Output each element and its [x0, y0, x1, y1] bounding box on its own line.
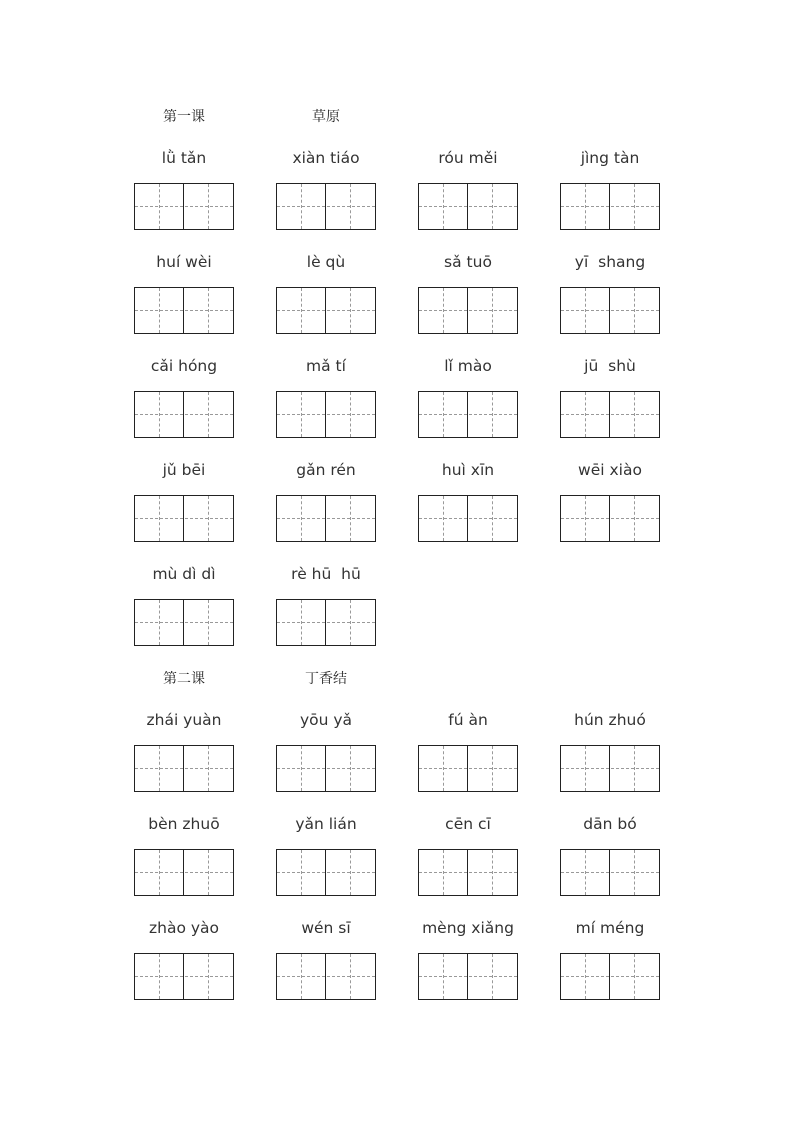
- grid-guide-line: [183, 184, 184, 229]
- word-item: [134, 250, 234, 342]
- word-item: [560, 354, 660, 446]
- writing-grid-box[interactable]: [418, 849, 518, 896]
- pinyin-label: yǎn lián: [295, 815, 357, 833]
- grid-guide-line: [135, 976, 233, 977]
- grid-guide-line: [609, 850, 610, 895]
- word-item: [276, 146, 376, 238]
- word-item: [134, 354, 234, 446]
- writing-grid-box[interactable]: [560, 391, 660, 438]
- word-row: [0, 916, 793, 1008]
- pinyin-label: bèn zhuō: [148, 815, 220, 833]
- grid-guide-line: [277, 872, 375, 873]
- grid-guide-line: [325, 850, 326, 895]
- writing-grid-box[interactable]: [276, 849, 376, 896]
- writing-grid-box[interactable]: [276, 391, 376, 438]
- grid-guide-line: [609, 746, 610, 791]
- grid-guide-line: [277, 768, 375, 769]
- grid-guide-line: [561, 768, 659, 769]
- grid-guide-line: [467, 288, 468, 333]
- grid-guide-line: [135, 622, 233, 623]
- pinyin-label: mù dì dì: [152, 565, 216, 583]
- pinyin-label: jǔ bēi: [162, 461, 206, 479]
- grid-guide-line: [561, 518, 659, 519]
- word-item: [418, 916, 518, 1008]
- pinyin-label: wēi xiào: [578, 461, 642, 479]
- word-item: [134, 708, 234, 800]
- word-item: [418, 354, 518, 446]
- word-row: [0, 562, 793, 654]
- pinyin-label: róu měi: [438, 149, 498, 167]
- writing-grid-box[interactable]: [560, 849, 660, 896]
- grid-guide-line: [183, 746, 184, 791]
- pinyin-label: wén sī: [301, 919, 351, 937]
- grid-guide-line: [609, 184, 610, 229]
- writing-grid-box[interactable]: [276, 287, 376, 334]
- pinyin-label: zhào yào: [148, 919, 220, 937]
- grid-guide-line: [419, 518, 517, 519]
- grid-guide-line: [467, 746, 468, 791]
- writing-grid-box[interactable]: [134, 495, 234, 542]
- grid-guide-line: [467, 184, 468, 229]
- lesson-title: 丁香结: [305, 671, 347, 687]
- word-item: [560, 146, 660, 238]
- word-item: [276, 812, 376, 904]
- word-item: [276, 250, 376, 342]
- grid-guide-line: [277, 976, 375, 977]
- grid-guide-line: [561, 414, 659, 415]
- grid-guide-line: [183, 600, 184, 645]
- grid-guide-line: [183, 496, 184, 541]
- word-item: [418, 146, 518, 238]
- grid-guide-line: [135, 518, 233, 519]
- writing-grid-box[interactable]: [134, 287, 234, 334]
- word-item: [560, 250, 660, 342]
- word-row: [0, 708, 793, 800]
- grid-guide-line: [419, 976, 517, 977]
- word-item: [134, 458, 234, 550]
- pinyin-label: huì xīn: [441, 461, 495, 479]
- pinyin-label: zhái yuàn: [146, 711, 222, 729]
- lesson-title: 草原: [312, 109, 340, 125]
- word-item: [418, 458, 518, 550]
- grid-guide-line: [325, 288, 326, 333]
- writing-grid-box[interactable]: [134, 745, 234, 792]
- writing-grid-box[interactable]: [560, 495, 660, 542]
- pinyin-label: yōu yǎ: [299, 711, 353, 729]
- writing-grid-box[interactable]: [560, 745, 660, 792]
- writing-grid-box[interactable]: [418, 745, 518, 792]
- pinyin-label: mǎ tí: [306, 357, 346, 375]
- pinyin-label: lǐ mào: [444, 357, 492, 375]
- word-item: [560, 458, 660, 550]
- grid-guide-line: [419, 206, 517, 207]
- word-item: [276, 708, 376, 800]
- grid-guide-line: [419, 872, 517, 873]
- grid-guide-line: [277, 310, 375, 311]
- lesson-number: 第二课: [163, 671, 205, 687]
- writing-grid-box[interactable]: [276, 183, 376, 230]
- grid-guide-line: [135, 310, 233, 311]
- grid-guide-line: [183, 288, 184, 333]
- grid-guide-line: [419, 414, 517, 415]
- word-item: [560, 916, 660, 1008]
- writing-grid-box[interactable]: [276, 953, 376, 1000]
- grid-guide-line: [419, 310, 517, 311]
- grid-guide-line: [561, 976, 659, 977]
- grid-guide-line: [325, 600, 326, 645]
- grid-guide-line: [325, 746, 326, 791]
- word-item: [134, 562, 234, 654]
- writing-grid-box[interactable]: [560, 287, 660, 334]
- grid-guide-line: [183, 954, 184, 999]
- grid-guide-line: [277, 414, 375, 415]
- pinyin-label: jìng tàn: [580, 149, 640, 167]
- grid-guide-line: [467, 496, 468, 541]
- word-row: [0, 812, 793, 904]
- writing-grid-box[interactable]: [418, 287, 518, 334]
- grid-guide-line: [325, 954, 326, 999]
- grid-guide-line: [609, 392, 610, 437]
- writing-grid-box[interactable]: [134, 953, 234, 1000]
- pinyin-label: gǎn rén: [296, 461, 356, 479]
- writing-grid-box[interactable]: [418, 391, 518, 438]
- grid-guide-line: [277, 206, 375, 207]
- grid-guide-line: [561, 310, 659, 311]
- lesson-header: [0, 105, 793, 129]
- pinyin-label: fú àn: [448, 711, 488, 729]
- grid-guide-line: [183, 392, 184, 437]
- grid-guide-line: [325, 184, 326, 229]
- pinyin-label: xiàn tiáo: [292, 149, 360, 167]
- word-row: [0, 146, 793, 238]
- grid-guide-line: [467, 850, 468, 895]
- word-item: [560, 812, 660, 904]
- grid-guide-line: [277, 622, 375, 623]
- grid-guide-line: [609, 954, 610, 999]
- word-item: [276, 562, 376, 654]
- pinyin-label: mèng xiǎng: [422, 919, 514, 937]
- pinyin-label: hún zhuó: [574, 711, 646, 729]
- writing-grid-box[interactable]: [134, 599, 234, 646]
- grid-guide-line: [561, 872, 659, 873]
- lesson-header: [0, 667, 793, 691]
- grid-guide-line: [419, 768, 517, 769]
- writing-grid-box[interactable]: [134, 849, 234, 896]
- writing-grid-box[interactable]: [134, 183, 234, 230]
- word-item: [418, 812, 518, 904]
- grid-guide-line: [467, 954, 468, 999]
- pinyin-label: cēn cī: [445, 815, 491, 833]
- grid-guide-line: [609, 288, 610, 333]
- grid-guide-line: [467, 392, 468, 437]
- writing-grid-box[interactable]: [560, 183, 660, 230]
- writing-grid-box[interactable]: [418, 953, 518, 1000]
- word-item: [418, 708, 518, 800]
- grid-guide-line: [135, 206, 233, 207]
- word-item: [134, 916, 234, 1008]
- word-row: [0, 354, 793, 446]
- pinyin-label: dān bó: [583, 815, 637, 833]
- writing-grid-box[interactable]: [418, 183, 518, 230]
- pinyin-label: huí wèi: [156, 253, 212, 271]
- word-row: [0, 458, 793, 550]
- pinyin-label: yī shang: [574, 253, 646, 271]
- grid-guide-line: [135, 414, 233, 415]
- pinyin-label: lè qù: [306, 253, 346, 271]
- word-item: [276, 916, 376, 1008]
- pinyin-label: cǎi hóng: [150, 357, 218, 375]
- writing-grid-box[interactable]: [560, 953, 660, 1000]
- pinyin-label: sǎ tuō: [444, 253, 492, 271]
- grid-guide-line: [135, 872, 233, 873]
- grid-guide-line: [183, 850, 184, 895]
- writing-grid-box[interactable]: [276, 495, 376, 542]
- writing-grid-box[interactable]: [276, 745, 376, 792]
- pinyin-label: rè hū hū: [291, 565, 361, 583]
- pinyin-label: lǜ tǎn: [161, 149, 207, 167]
- grid-guide-line: [609, 496, 610, 541]
- word-item: [276, 458, 376, 550]
- word-item: [134, 146, 234, 238]
- pinyin-label: jū shù: [584, 357, 636, 375]
- grid-guide-line: [325, 496, 326, 541]
- grid-guide-line: [325, 392, 326, 437]
- pinyin-label: mí méng: [575, 919, 645, 937]
- word-item: [418, 250, 518, 342]
- word-item: [276, 354, 376, 446]
- writing-grid-box[interactable]: [418, 495, 518, 542]
- grid-guide-line: [277, 518, 375, 519]
- lesson-number: 第一课: [163, 109, 205, 125]
- writing-grid-box[interactable]: [276, 599, 376, 646]
- grid-guide-line: [135, 768, 233, 769]
- word-item: [560, 708, 660, 800]
- word-row: [0, 250, 793, 342]
- writing-grid-box[interactable]: [134, 391, 234, 438]
- grid-guide-line: [561, 206, 659, 207]
- word-item: [134, 812, 234, 904]
